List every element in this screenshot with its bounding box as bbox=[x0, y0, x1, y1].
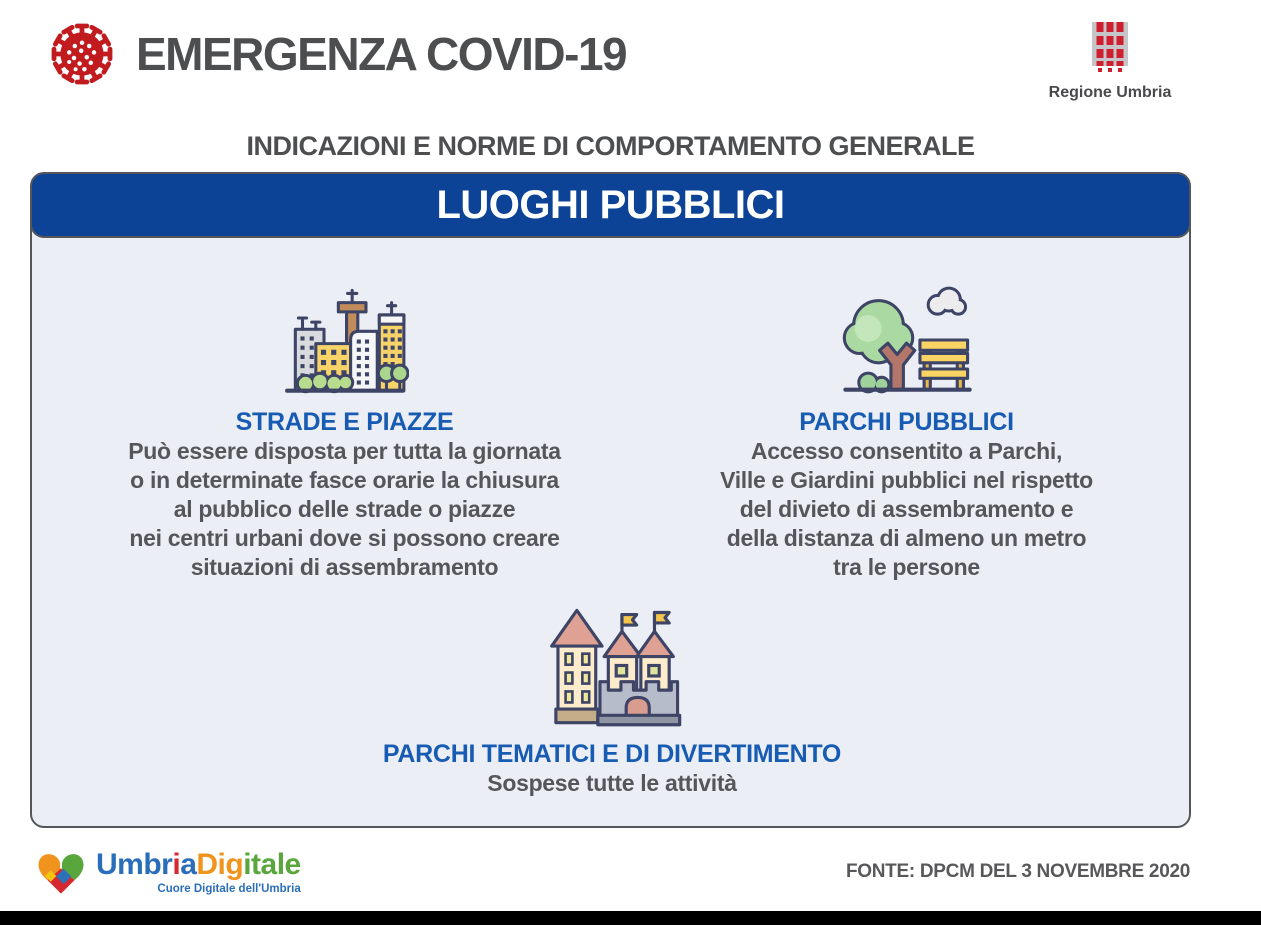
logo-text-part: Umbr bbox=[96, 848, 173, 881]
logo-text-part: a bbox=[180, 848, 197, 881]
card-title: LUOGHI PUBBLICI bbox=[436, 182, 785, 227]
section-title: PARCHI TEMATICI E DI DIVERTIMENTO bbox=[382, 740, 842, 768]
section-text-line: o in determinate fasce orarie la chiusura bbox=[130, 467, 559, 493]
logo-text-part: i bbox=[172, 848, 181, 881]
umbria-digitale-wordmark bbox=[96, 844, 301, 895]
region-logo-label: Regione Umbria bbox=[1048, 84, 1172, 101]
page-title: EMERGENZA COVID-19 bbox=[136, 28, 627, 80]
section-text-line: tra le persone bbox=[833, 554, 980, 580]
card-body bbox=[30, 200, 1191, 828]
umbria-digitale-heart-icon bbox=[34, 844, 88, 900]
umbria-digitale-logo bbox=[34, 844, 301, 900]
section-text-line: Ville e Giardini pubblici nel rispetto bbox=[720, 467, 1093, 493]
logo-tagline: Cuore Digitale dell'Umbria bbox=[157, 883, 301, 895]
section-strade-e-piazze bbox=[92, 274, 597, 582]
city-buildings-icon bbox=[92, 274, 597, 398]
subtitle: INDICAZIONI E NORME DI COMPORTAMENTO GENERALE bbox=[246, 131, 975, 161]
card-title-bar bbox=[30, 172, 1191, 238]
bottom-black-bar bbox=[0, 911, 1261, 925]
regione-umbria-gonfalone-icon bbox=[1088, 20, 1132, 74]
section-text-line: Può essere disposta per tutta la giornata bbox=[128, 438, 561, 464]
section-text-line: del divieto di assembramento e bbox=[739, 496, 1074, 522]
region-logo bbox=[1028, 20, 1192, 102]
section-text-line: al pubblico delle strade o piazze bbox=[173, 496, 516, 522]
section-parchi-pubblici bbox=[654, 274, 1159, 582]
section-parchi-tematici bbox=[337, 598, 887, 798]
park-tree-bench-icon bbox=[654, 274, 1159, 398]
section-text-line: Accesso consentito a Parchi, bbox=[750, 438, 1063, 464]
header-brand bbox=[42, 14, 626, 94]
logo-text-part: itale bbox=[243, 848, 301, 881]
section-text-line: nei centri urbani dove si possono creare bbox=[129, 525, 560, 551]
section-text-line: situazioni di assembramento bbox=[190, 554, 499, 580]
source-note: FONTE: DPCM DEL 3 NOVEMBRE 2020 bbox=[845, 861, 1190, 882]
section-text-line: della distanza di almeno un metro bbox=[726, 525, 1087, 551]
section-text-line: Sospese tutte le attività bbox=[487, 770, 737, 796]
castle-icon bbox=[337, 598, 887, 730]
section-title: STRADE E PIAZZE bbox=[235, 408, 454, 436]
virus-icon bbox=[42, 14, 122, 94]
logo-text-part: Dig bbox=[196, 848, 244, 881]
section-title: PARCHI PUBBLICI bbox=[799, 408, 1014, 436]
